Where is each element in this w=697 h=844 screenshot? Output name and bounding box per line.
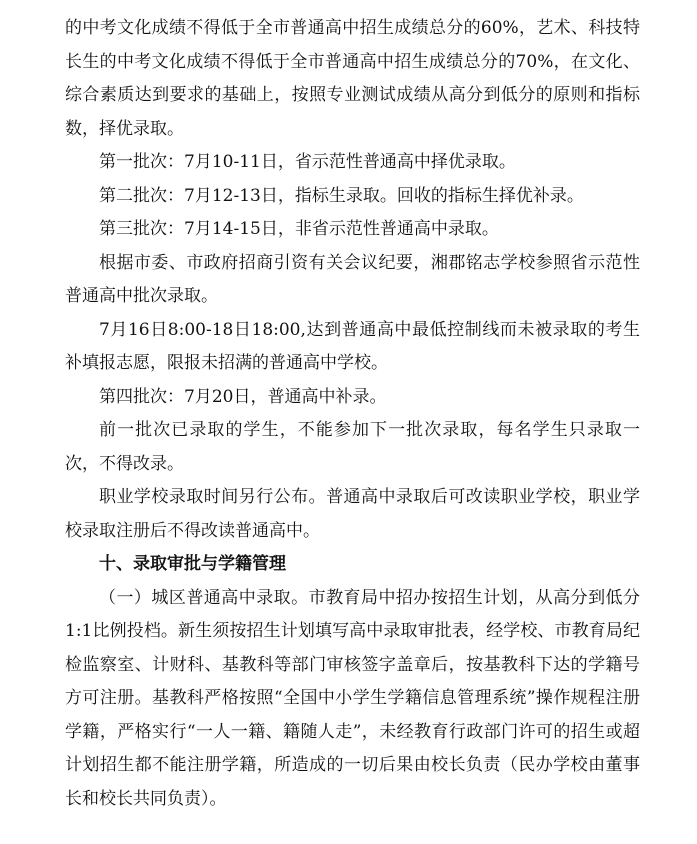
paragraph-batch-2: 第二批次：7月12-13日，指标生录取。回收的指标生择优补录。: [99, 185, 584, 206]
paragraph-score-requirements: 的中考文化成绩不得低于全市普通高中招生成绩总分的60%，艺术、科技特长生的中考文化成绩不得低于全市普通高中招生成绩总分的70%，在文化、综合素质达到要求的基础上，按照专业测试成绩从高分到低分的原则和指标数，择优录取。: [65, 18, 640, 139]
document-page: [65, 12, 640, 816]
paragraph-batch-1: 第一批次：7月10-11日，省示范性普通高中择优录取。: [99, 152, 516, 172]
paragraph-batch-4: 第四批次：7月20日，普通高中补录。: [99, 386, 387, 407]
section-heading: 十、录取审批与学籍管理: [99, 554, 286, 574]
paragraph-no-re-admission: 前一批次已录取的学生，不能参加下一批次录取，每名学生只录取一次，不得改录。: [65, 420, 640, 474]
paragraph-xiangjun-school: 根据市委、市政府招商引资有关会议纪要，湘郡铭志学校参照省示范性普通高中批次录取。: [65, 252, 640, 306]
paragraph-supplementary-application: 7月16日8:00-18日18:00,达到普通高中最低控制线而未被录取的考生补填报志愿，限报未招满的普通高中学校。: [65, 319, 640, 373]
paragraph-vocational-schools: 职业学校录取时间另行公布。普通高中录取后可改读职业学校，职业学校录取注册后不得改读普通高中。: [65, 487, 640, 541]
paragraph-urban-high-school-admission: （一）城区普通高中录取。市教育局中招办按招生计划，从高分到低分1:1比例投档。新生须按招生计划填写高中录取审批表，经学校、市教育局纪检监察室、计财科、基教科等部门审核签字盖章后，按基教科下达的学籍号方可注册。基教科严格按照“全国中小学生学籍信息管理系统”操作规程注册学籍，严格实行“一人一籍、籍随人走”，未经教育行政部门许可的招生或超计划招生都不能注册学籍，所造成的一切后果由校长负责（民办学校由董事长和校长共同负责）。: [65, 587, 640, 809]
paragraph-batch-3: 第三批次：7月14-15日，非省示范性普通高中录取。: [99, 219, 499, 239]
